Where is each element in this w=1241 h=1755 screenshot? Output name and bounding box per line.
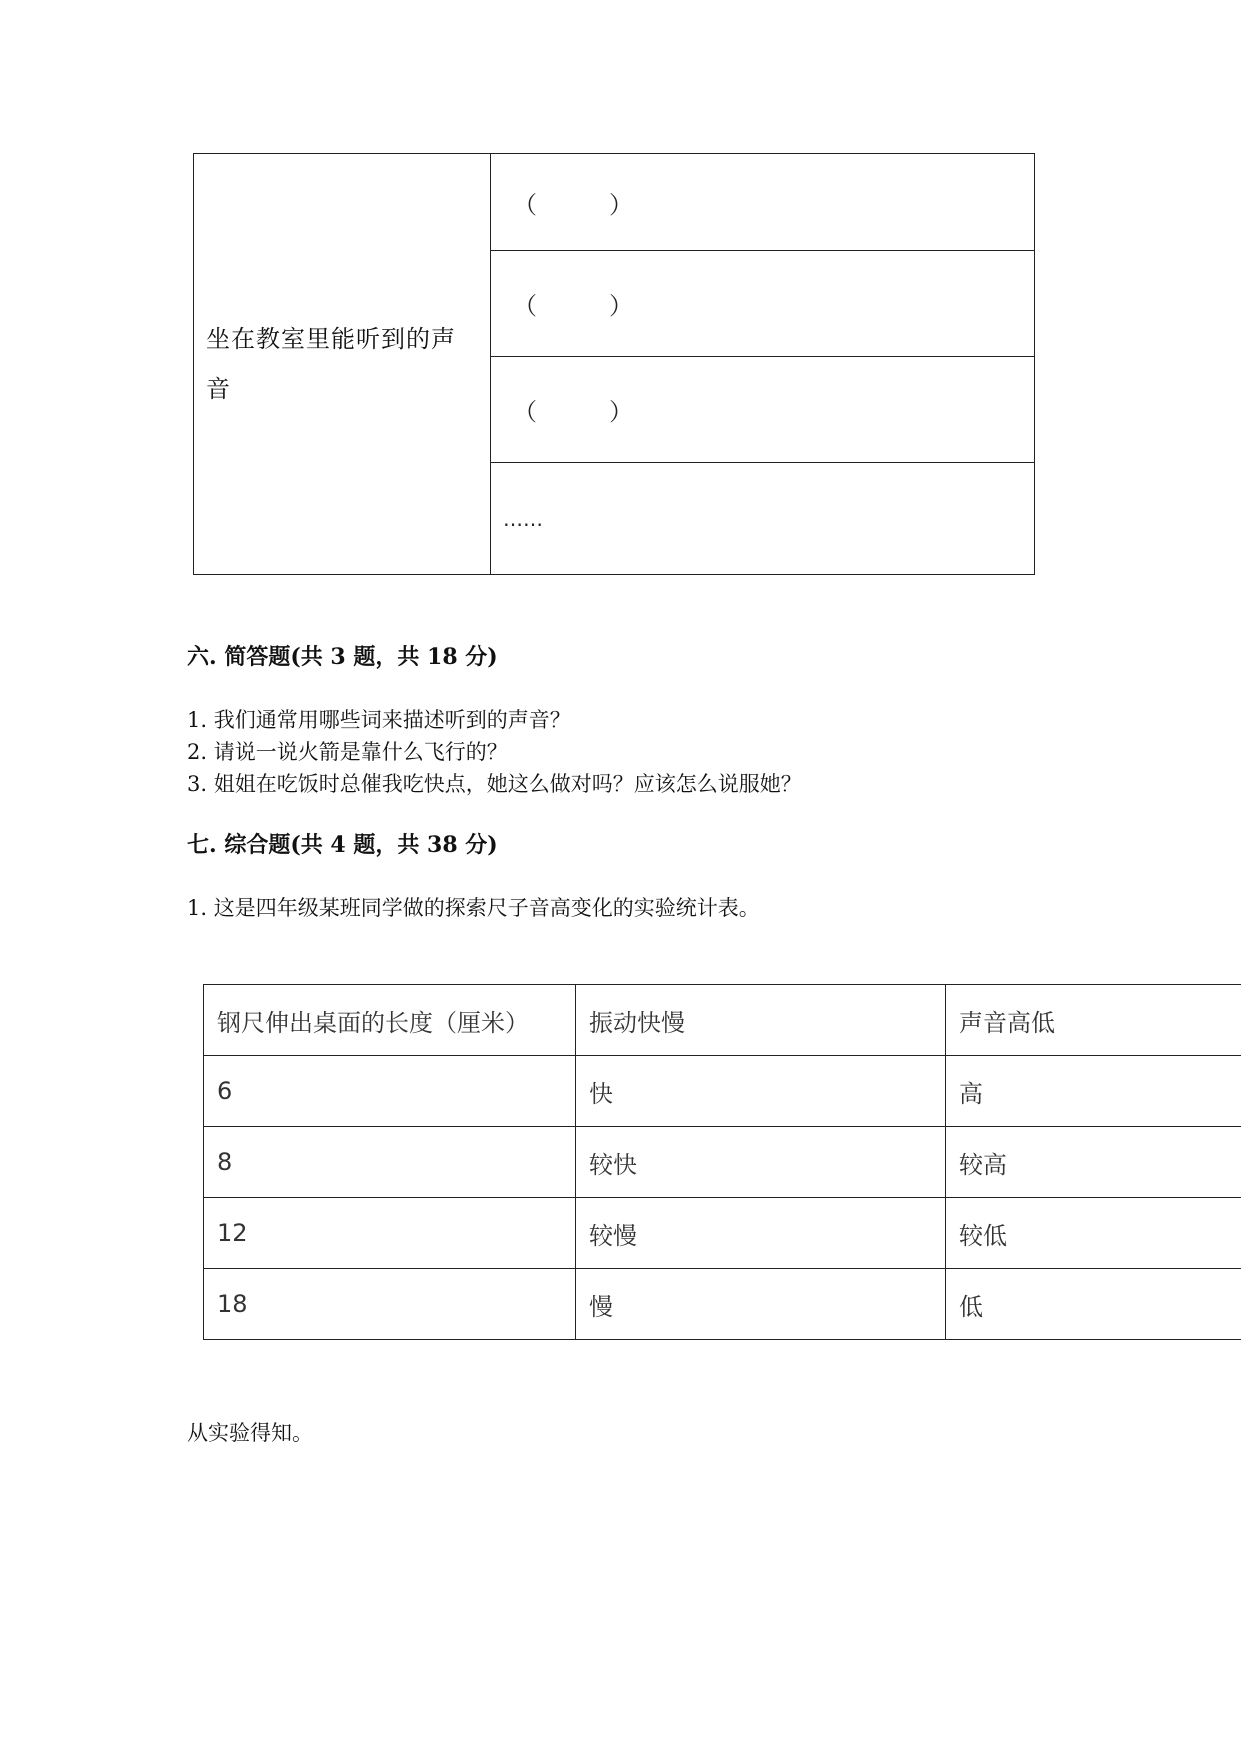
header-cell-vibration: 振动快慢 bbox=[576, 985, 946, 1056]
header-cell-length: 钢尺伸出桌面的长度（厘米） bbox=[204, 985, 576, 1056]
sound-table bbox=[193, 153, 1035, 575]
question-item: 1. 我们通常用哪些词来描述听到的声音？ bbox=[187, 708, 571, 732]
table-cell: 快 bbox=[576, 1056, 946, 1127]
table-cell: 较低 bbox=[946, 1198, 1241, 1269]
sound-table-label: 坐在教室里能听到的声音 bbox=[194, 154, 491, 575]
table-row bbox=[204, 1269, 1241, 1340]
question-item: 1. 这是四年级某班同学做的探索尺子音高变化的实验统计表。 bbox=[187, 896, 760, 920]
blank-paren: （ ） bbox=[513, 190, 633, 219]
blank-answer-cell bbox=[491, 251, 1035, 357]
table-cell: 较高 bbox=[946, 1127, 1241, 1198]
question-item: 2. 请说一说火箭是靠什么飞行的？ bbox=[187, 740, 508, 764]
table-cell: 较慢 bbox=[576, 1198, 946, 1269]
section-6-heading: 六. 简答题(共 3 题，共 18 分) bbox=[187, 644, 498, 670]
table-cell: 低 bbox=[946, 1269, 1241, 1340]
conclusion-text: 从实验得知。 bbox=[187, 1421, 313, 1445]
question-item: 3. 姐姐在吃饭时总催我吃快点，她这么做对吗？应该怎么说服她？ bbox=[187, 772, 802, 796]
ellipsis-cell: …… bbox=[491, 463, 1035, 575]
blank-answer-cell bbox=[491, 154, 1035, 251]
table-cell: 6 bbox=[204, 1056, 576, 1127]
blank-paren: （ ） bbox=[513, 398, 633, 426]
table-cell: 18 bbox=[204, 1269, 576, 1340]
blank-paren: （ ） bbox=[513, 292, 633, 320]
experiment-table bbox=[203, 984, 1241, 1340]
table-cell: 较快 bbox=[576, 1127, 946, 1198]
table-cell: 慢 bbox=[576, 1269, 946, 1340]
table-cell: 高 bbox=[946, 1056, 1241, 1127]
table-row bbox=[204, 1198, 1241, 1269]
section-7-heading: 七. 综合题(共 4 题，共 38 分) bbox=[187, 832, 498, 858]
table-header-row bbox=[204, 985, 1241, 1056]
header-cell-pitch: 声音高低 bbox=[946, 985, 1241, 1056]
table-cell: 12 bbox=[204, 1198, 576, 1269]
table-row bbox=[204, 1056, 1241, 1127]
blank-answer-cell bbox=[491, 357, 1035, 463]
table-cell: 8 bbox=[204, 1127, 576, 1198]
table-row bbox=[204, 1127, 1241, 1198]
